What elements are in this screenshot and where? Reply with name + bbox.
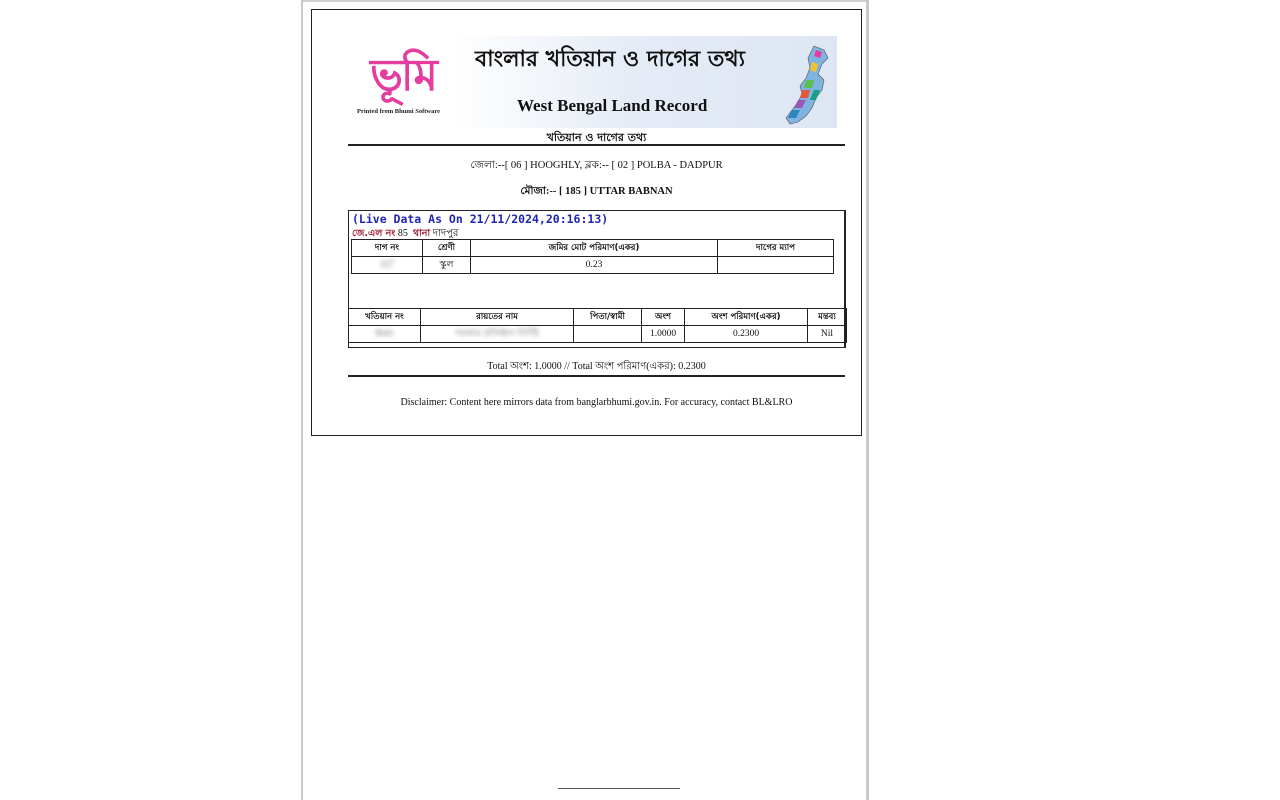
thana-value: দাদপুর: [432, 228, 459, 239]
printed-from-text: Printed from Bhumi Software: [357, 108, 440, 115]
khatian-no-cell: 9041: [349, 326, 421, 343]
jl-label: জে.এল নং: [352, 228, 396, 239]
khatian-table: [348, 308, 847, 343]
dag-table: [351, 239, 834, 274]
district-block-line: জেলা:--[ 06 ] HOOGHLY, ব্লক:-- [ 02 ] POLBA - DADPUR: [470, 160, 723, 171]
page-footer-rule: [558, 788, 680, 789]
col-father-husband: পিতা/স্বামী: [574, 309, 642, 326]
disclaimer-divider: [348, 375, 845, 377]
dag-table-header: [352, 240, 834, 257]
jl-value: 85: [397, 228, 408, 239]
thana-label: থানা: [412, 228, 431, 239]
live-data-timestamp: (Live Data As On 21/11/2024,20:16:13): [352, 212, 609, 226]
dag-no-cell: 327: [352, 257, 423, 274]
col-class: শ্রেণী: [423, 240, 471, 257]
disclaimer-text: Disclaimer: Content here mirrors data from banglarbhumi.gov.in. For accuracy, contact BL&LRO: [400, 397, 793, 408]
english-title: West Bengal Land Record: [517, 96, 708, 115]
dag-map-cell: [718, 257, 834, 274]
col-khatian-no: খতিয়ান নং: [349, 309, 421, 326]
khatian-table-header: [349, 309, 847, 326]
remarks-cell: Nil: [808, 326, 847, 343]
document-page: [301, 0, 869, 800]
record-data-box: [348, 210, 846, 348]
table-row: [352, 257, 834, 274]
title-divider: [348, 144, 845, 146]
share-area-cell: 0.2300: [685, 326, 808, 343]
share-cell: 1.0000: [642, 326, 685, 343]
mouza-line: মৌজা:-- [ 185 ] UTTAR BABNAN: [520, 186, 673, 197]
totals-line: Total অংশ: 1.0000 // Total অংশ পরিমাণ(একর): 0.2300: [487, 361, 706, 372]
table-row: [349, 326, 847, 343]
raiyat-name-cell: সরকার প্রতিষ্ঠান নির্দিষ্ট: [421, 326, 574, 343]
total-area-cell: 0.23: [471, 257, 718, 274]
header-banner: [357, 36, 837, 128]
section-title: খতিয়ান ও দাগের তথ্য: [546, 131, 647, 144]
bhumi-logo: ভূমি: [370, 50, 436, 101]
page-top-edge: [303, 0, 866, 2]
col-dag-no: দাগ নং: [352, 240, 423, 257]
class-cell: স্কুল: [423, 257, 471, 274]
col-share: অংশ: [642, 309, 685, 326]
land-record-frame: [311, 9, 862, 436]
bengali-title: বাংলার খতিয়ান ও দাগের তথ্য: [475, 46, 745, 72]
col-total-area: জমির মোট পরিমাণ(একর): [471, 240, 718, 257]
col-share-area: অংশ পরিমাণ(একর): [685, 309, 808, 326]
father-husband-cell: [574, 326, 642, 343]
col-remarks: মন্তব্য: [808, 309, 847, 326]
col-raiyat-name: রায়তের নাম: [421, 309, 574, 326]
col-dag-map: দাগের ম্যাপ: [718, 240, 834, 257]
west-bengal-map-icon: [772, 44, 842, 128]
